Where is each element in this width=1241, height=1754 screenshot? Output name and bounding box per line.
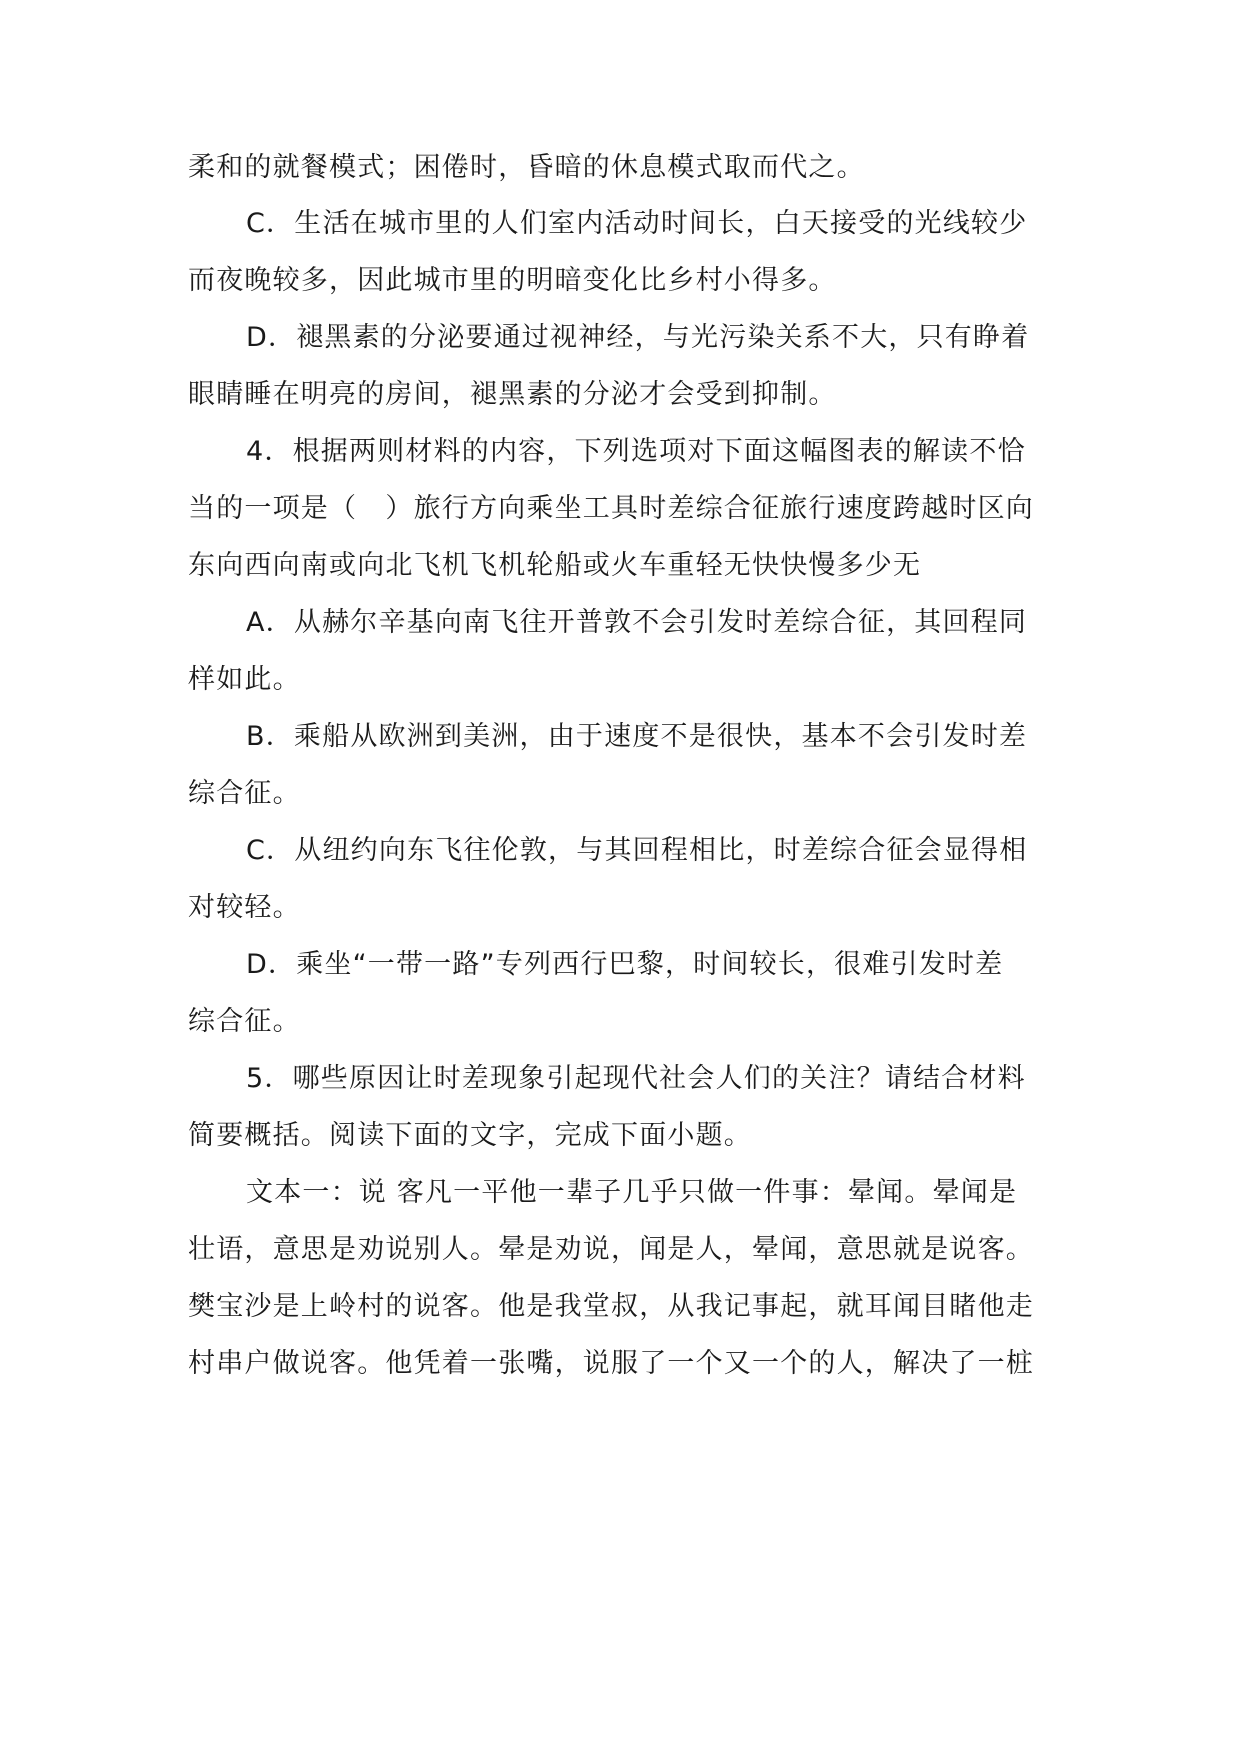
text-one-heading-line: 文本一：说 客凡一平他一辈子几乎只做一件事：晕闻。晕闻是 — [246, 1177, 1018, 1208]
option-b-line: B．乘船从欧洲到美洲，由于速度不是很快，基本不会引发时差 — [246, 721, 1028, 752]
text-line: 综合征。 — [188, 1006, 301, 1037]
text-line: 村串户做说客。他凭着一张嘴，说服了一个又一个的人，解决了一桩 — [188, 1348, 1034, 1379]
text-line: 当的一项是（ ）旅行方向乘坐工具时差综合征旅行速度跨越时区向 — [188, 493, 1034, 524]
option-c-line: C．从纽约向东飞往伦敦，与其回程相比，时差综合征会显得相 — [246, 835, 1028, 866]
option-d-line: D．乘坐“一带一路”专列西行巴黎，时间较长，很难引发时差 — [246, 949, 1004, 980]
text-line: 对较轻。 — [188, 892, 301, 923]
text-line: 东向西向南或向北飞机飞机轮船或火车重轻无快快慢多少无 — [188, 550, 922, 581]
option-d-line: D．褪黑素的分泌要通过视神经，与光污染关系不大，只有睁着 — [246, 322, 1030, 353]
text-line: 樊宝沙是上岭村的说客。他是我堂叔，从我记事起，就耳闻目睹他走 — [188, 1291, 1034, 1322]
text-line: 综合征。 — [188, 778, 301, 809]
text-line: 壮语，意思是劝说别人。晕是劝说，闻是人，晕闻，意思就是说客。 — [188, 1234, 1034, 1265]
option-c-line: C．生活在城市里的人们室内活动时间长，白天接受的光线较少 — [246, 208, 1028, 239]
text-line: 柔和的就餐模式；困倦时，昏暗的休息模式取而代之。 — [188, 152, 865, 183]
question-4-line: 4．根据两则材料的内容，下列选项对下面这幅图表的解读不恰 — [246, 436, 1026, 467]
text-line: 样如此。 — [188, 664, 301, 695]
text-line: 眼睛睡在明亮的房间，褪黑素的分泌才会受到抑制。 — [188, 379, 837, 410]
question-5-line: 5．哪些原因让时差现象引起现代社会人们的关注？请结合材料 — [246, 1063, 1026, 1094]
text-line: 而夜晚较多，因此城市里的明暗变化比乡村小得多。 — [188, 265, 837, 296]
text-line: 简要概括。阅读下面的文字，完成下面小题。 — [188, 1120, 752, 1151]
option-a-line: A．从赫尔辛基向南飞往开普敦不会引发时差综合征，其回程同 — [246, 607, 1028, 638]
